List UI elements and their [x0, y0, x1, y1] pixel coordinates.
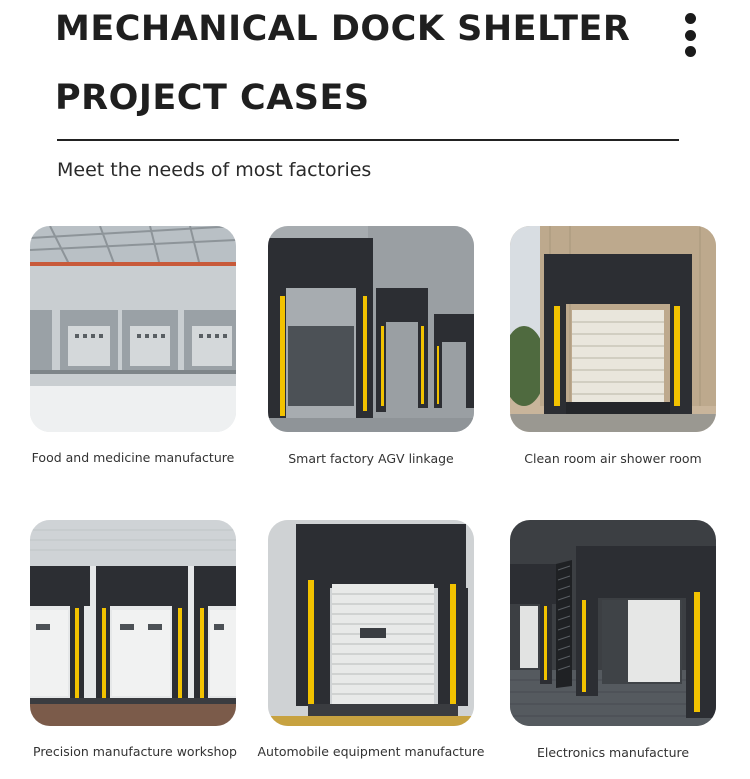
page-title-line-1: MECHANICAL DOCK SHELTER	[55, 9, 631, 49]
case-image-clean-room[interactable]	[510, 226, 716, 432]
dock-shelter-front-photo	[510, 226, 716, 432]
case-caption-automobile: Automobile equipment manufacture	[257, 744, 485, 759]
case-image-precision-workshop[interactable]	[30, 520, 236, 726]
case-image-food-medicine[interactable]	[30, 226, 236, 432]
title-divider	[57, 139, 679, 141]
case-image-automobile[interactable]	[268, 520, 474, 726]
page-subtitle: Meet the needs of most factories	[57, 159, 372, 181]
case-caption-clean-room: Clean room air shower room	[524, 451, 702, 466]
dock-interior-photo	[30, 226, 236, 432]
case-image-smart-factory[interactable]	[268, 226, 474, 432]
case-caption-precision-workshop: Precision manufacture workshop	[33, 744, 237, 759]
dock-shelters-dark-wall-photo	[510, 520, 716, 726]
page-title-line-2: PROJECT CASES	[55, 78, 370, 118]
case-caption-electronics: Electronics manufacture	[536, 745, 690, 760]
dock-shelter-roller-door-photo	[268, 520, 474, 726]
case-caption-smart-factory: Smart factory AGV linkage	[288, 451, 454, 466]
dock-row-photo	[30, 520, 236, 726]
more-vertical-icon[interactable]	[682, 13, 698, 57]
case-image-electronics[interactable]	[510, 520, 716, 726]
case-caption-food-medicine: Food and medicine manufacture	[31, 450, 235, 465]
dock-shelters-angled-photo	[268, 226, 474, 432]
